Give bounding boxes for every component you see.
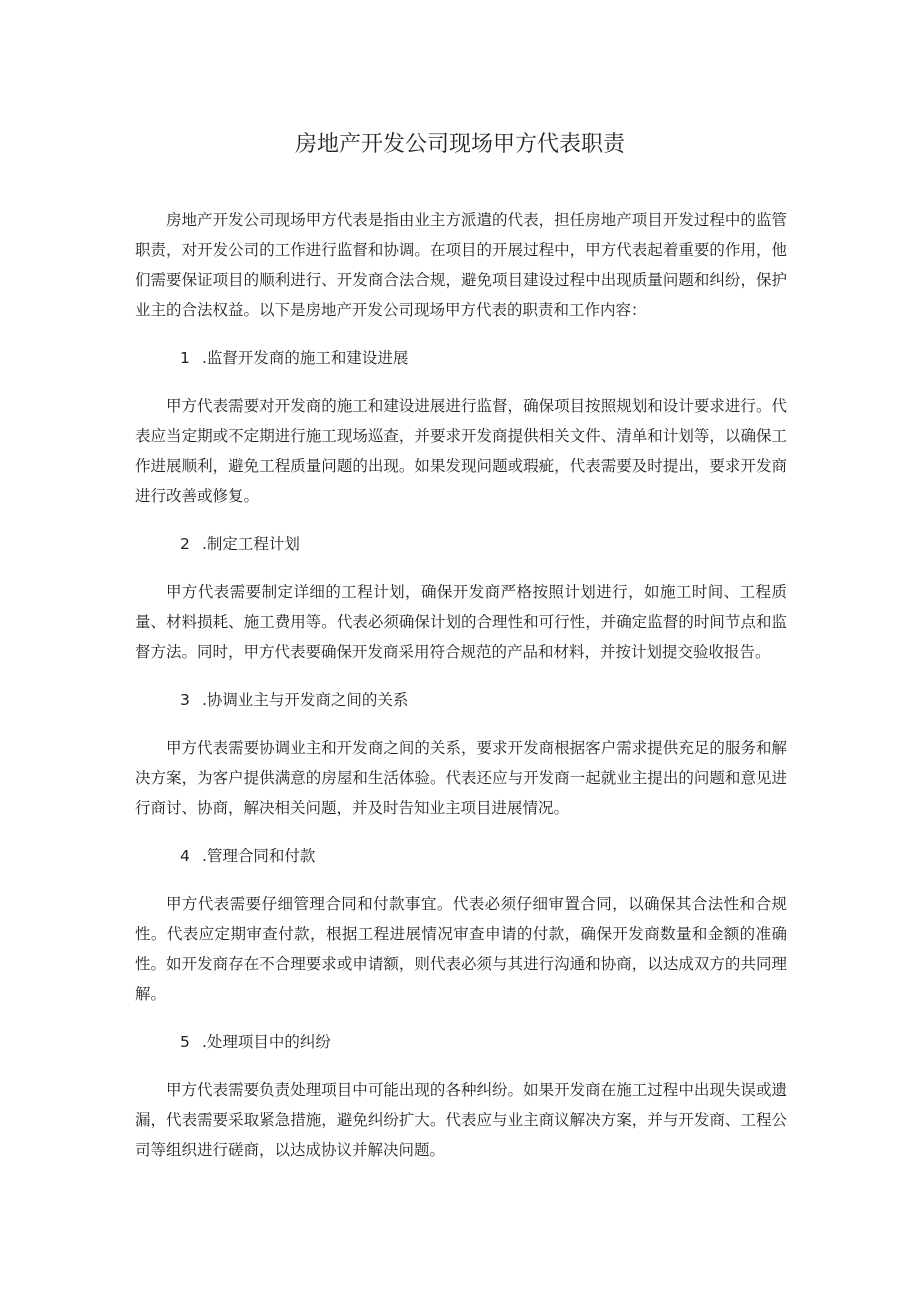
section-heading-1 — [135, 343, 787, 373]
section-number: 3 — [179, 691, 190, 709]
section-paragraph-2: 甲方代表需要制定详细的工程计划，确保开发商严格按照计划进行，如施工时间、工程质量、材料损耗、施工费用等。代表必须确保计划的合理性和可行性，并确定监督的时间节点和监督方法。同时，甲方代表要确保开发商采用符合规范的产品和材料，并按计划提交验收报告。 — [135, 583, 787, 661]
document-title: 房地产开发公司现场甲方代表职责 — [294, 132, 625, 157]
section-paragraph-1: 甲方代表需要对开发商的施工和建设进展进行监督，确保项目按照规划和设计要求进行。代表应当定期或不定期进行施工现场巡查，并要求开发商提供相关文件、清单和计划等，以确保工作进展顺利，避免工程质量问题的出现。如果发现问题或瑕疵，代表需要及时提出，要求开发商进行改善或修复。 — [135, 397, 787, 505]
document-body — [135, 205, 787, 1183]
section-heading-text: .处理项目中的纠纷 — [201, 1033, 331, 1051]
section-heading-text: .制定工程计划 — [201, 535, 300, 553]
section-number: 1 — [179, 349, 190, 367]
section-heading-2 — [135, 529, 787, 559]
section-heading-3 — [135, 685, 787, 715]
intro-paragraph: 房地产开发公司现场甲方代表是指由业主方派遣的代表，担任房地产项目开发过程中的监管职责，对开发公司的工作进行监督和协调。在项目的开展过程中，甲方代表起着重要的作用，他们需要保证项目的顺利进行、开发商合法合规，避免项目建设过程中出现质量问题和纠纷，保护业主的合法权益。以下是房地产开发公司现场甲方代表的职责和工作内容： — [135, 211, 787, 319]
section-heading-text: .协调业主与开发商之间的关系 — [201, 691, 409, 709]
section-heading-text: .监督开发商的施工和建设进展 — [201, 349, 409, 367]
section-heading-text: .管理合同和付款 — [201, 847, 316, 865]
section-heading-5 — [135, 1027, 787, 1057]
section-heading-4 — [135, 841, 787, 871]
section-number: 4 — [179, 847, 190, 865]
section-number: 2 — [179, 535, 190, 553]
section-paragraph-5: 甲方代表需要负责处理项目中可能出现的各种纠纷。如果开发商在施工过程中出现失误或遗漏，代表需要采取紧急措施，避免纠纷扩大。代表应与业主商议解决方案，并与开发商、工程公司等组织进行磋商，以达成协议并解决问题。 — [135, 1081, 787, 1159]
section-number: 5 — [179, 1033, 190, 1051]
section-paragraph-3: 甲方代表需要协调业主和开发商之间的关系，要求开发商根据客户需求提供充足的服务和解决方案，为客户提供满意的房屋和生活体验。代表还应与开发商一起就业主提出的问题和意见进行商讨、协商，解决相关问题，并及时告知业主项目进展情况。 — [135, 739, 787, 817]
section-paragraph-4: 甲方代表需要仔细管理合同和付款事宜。代表必须仔细审置合同，以确保其合法性和合规性。代表应定期审查付款，根据工程进展情况审查申请的付款，确保开发商数量和金额的准确性。如开发商存在不合理要求或申请额，则代表必须与其进行沟通和协商，以达成双方的共同理解。 — [135, 895, 787, 1003]
